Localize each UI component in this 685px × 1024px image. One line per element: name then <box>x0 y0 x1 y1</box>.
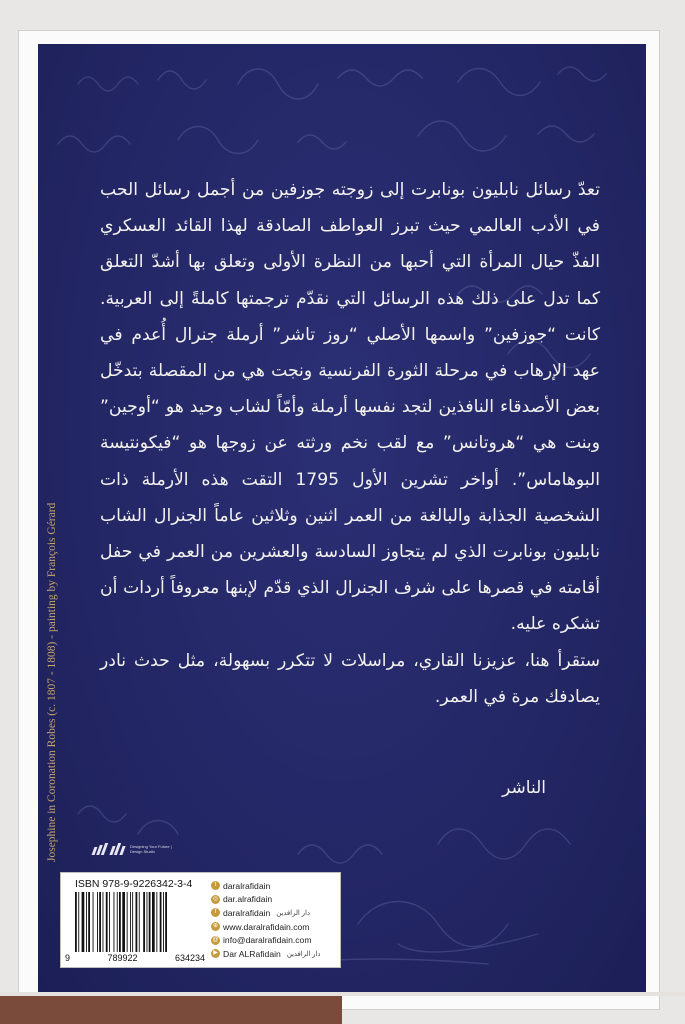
contact-text: daralrafidain <box>223 907 271 918</box>
contact-row[interactable] <box>211 947 337 961</box>
contact-text: info@daralrafidain.com <box>223 935 312 946</box>
facebook-icon: f <box>211 908 220 917</box>
blurb-paragraph-2: ستقرأ هنا، عزيزنا القاري، مراسلات لا تتكرر بسهولة، مثل حدث نادر يصادفك مرة في العمر. <box>100 650 600 707</box>
back-cover-blurb <box>100 172 600 715</box>
publisher-logo <box>93 843 174 855</box>
publisher-contacts <box>211 879 337 961</box>
twitter-icon: t <box>211 881 220 890</box>
background-surface <box>0 996 342 1024</box>
contact-text: daralrafidain <box>223 880 271 891</box>
barcode-left-digits: 789922 <box>107 953 138 963</box>
publisher-signature: الناشر <box>502 778 546 798</box>
contact-row[interactable] <box>211 879 337 893</box>
barcode-right-digits: 634234 <box>174 953 205 963</box>
youtube-icon: ▶ <box>211 949 220 958</box>
contact-arabic-name: دار الرافدين <box>286 950 321 958</box>
cover-painting-credit: Josephine in Coronation Robes (c. 1807 - 1808) - painting by François Gérard <box>46 502 58 862</box>
barcode-first-digit: 9 <box>65 953 71 963</box>
contact-row[interactable] <box>211 893 337 907</box>
globe-icon: ⊕ <box>212 923 219 930</box>
isbn-number: ISBN 978-9-9226342-3-4 <box>75 878 193 890</box>
contact-row[interactable] <box>211 920 337 934</box>
email-icon: @ <box>212 936 219 943</box>
barcode-digits <box>65 953 205 963</box>
contact-text: www.daralrafidain.com <box>223 921 310 932</box>
publisher-logo-tagline: Designing Your Future | Design Studio <box>130 844 172 854</box>
isbn-contact-panel <box>60 872 341 968</box>
contact-text: Dar ALRafidain <box>223 948 281 959</box>
barcode-icon <box>73 892 199 952</box>
contact-row[interactable] <box>211 906 337 920</box>
blurb-paragraph-1: تعدّ رسائل نابليون بونابرت إلى زوجته جوزفين من أجمل رسائل الحب في الأدب العالمي حيث تبرز العواطف الصادقة لهذا القائد العسكري الفذّ حيال المرأة التي أحبها من النظرة الأولى وتعلق بها أشدّ التعلق كما تدل على ذلك هذه الرسائل التي نقدّم ترجمتها كاملةً إلى العربية. كانت “جوزفين” واسمها الأصلي “روز تاشر” أرملة جنرال أُعدم في عهد الإرهاب في مرحلة الثورة الفرنسية ونجت هي من المقصلة بتدخّل بعض الأصدقاء النافذين لتجد نفسها أرملة وأمّاً لشاب وحيد هو “أوجين” وبنت هي “هروتانس” مع لقب نخم ورثته عن زوجها هو “فيكونتيسة البوهاماس”. أواخر تشرين الأول 1795 التقت هذه الأرملة ذات الشخصية الجذابة والبالغة من العمر اثنين وثلاثين عاماً الجنرال الشاب نابليون بونابرت الذي لم يتجاوز السادسة والعشرين من العمر في حفل أقامته في قصرها على شرف الجنرال الذي قدّم لإبنها معروفاً أردات أن تشكره عليه. <box>100 180 600 635</box>
contact-row[interactable] <box>211 933 337 947</box>
contact-text: dar.alrafidain <box>223 894 273 905</box>
publisher-logo-icon <box>93 843 124 855</box>
instagram-icon: ◎ <box>212 895 219 902</box>
contact-arabic-name: دار الرافدين <box>276 909 310 917</box>
